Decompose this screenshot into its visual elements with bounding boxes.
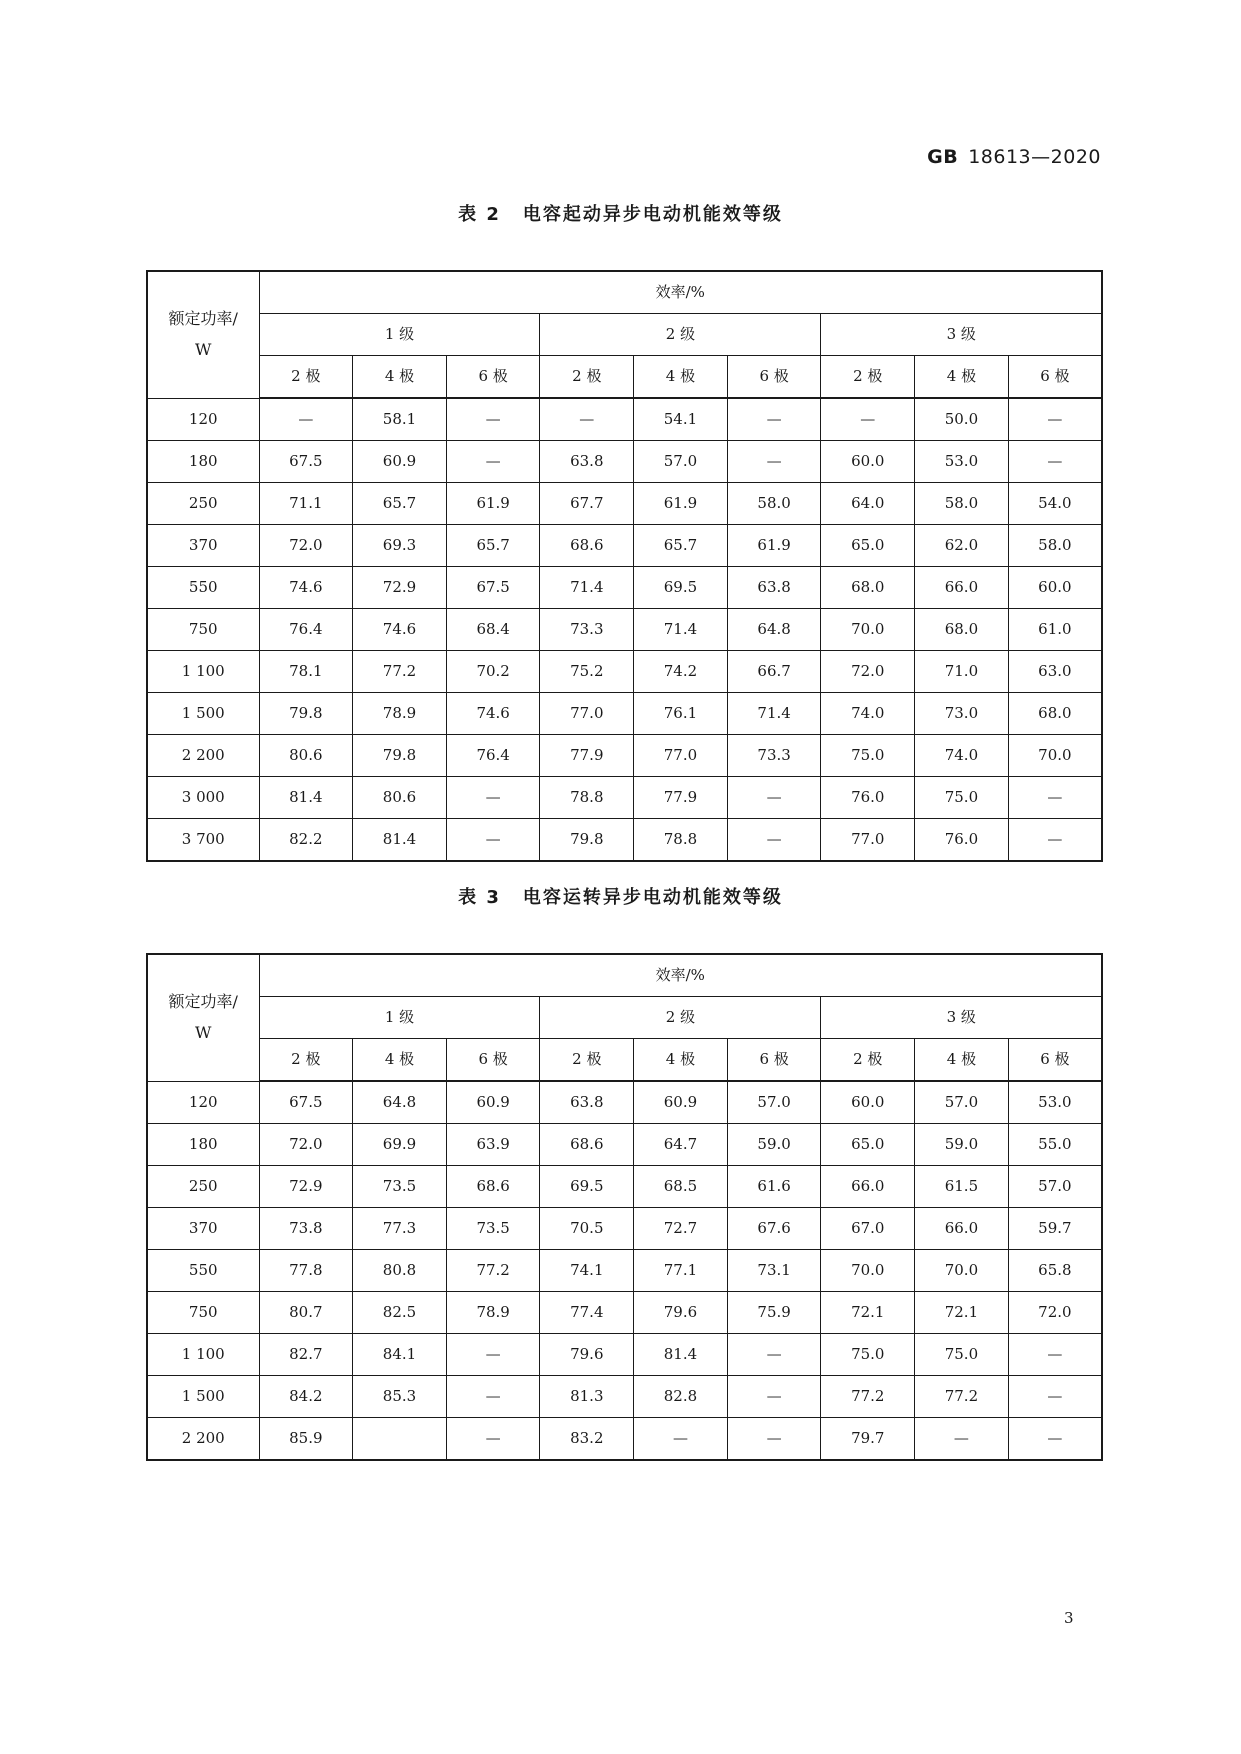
efficiency-cell: 75.2 bbox=[540, 651, 634, 693]
efficiency-cell: 84.2 bbox=[259, 1376, 353, 1418]
efficiency-cell: 69.3 bbox=[353, 525, 447, 567]
efficiency-cell: — bbox=[1008, 1334, 1102, 1376]
efficiency-cell: 53.0 bbox=[1008, 1081, 1102, 1124]
efficiency-cell: 74.2 bbox=[634, 651, 728, 693]
grade-header: 2 级 bbox=[540, 997, 821, 1039]
efficiency-cell: 77.8 bbox=[259, 1250, 353, 1292]
efficiency-cell: 71.4 bbox=[540, 567, 634, 609]
efficiency-cell: — bbox=[446, 441, 540, 483]
table2-body bbox=[147, 398, 1102, 861]
efficiency-cell: — bbox=[1008, 1418, 1102, 1461]
table-row bbox=[147, 441, 1102, 483]
efficiency-cell: 74.6 bbox=[259, 567, 353, 609]
rated-power-cell: 550 bbox=[147, 1250, 259, 1292]
efficiency-cell: 78.8 bbox=[634, 819, 728, 862]
efficiency-cell: 73.5 bbox=[446, 1208, 540, 1250]
efficiency-cell: 60.0 bbox=[821, 441, 915, 483]
efficiency-cell: 71.1 bbox=[259, 483, 353, 525]
efficiency-cell: 67.5 bbox=[259, 441, 353, 483]
efficiency-cell: 69.5 bbox=[540, 1166, 634, 1208]
efficiency-cell: 72.1 bbox=[915, 1292, 1009, 1334]
efficiency-cell: 77.2 bbox=[821, 1376, 915, 1418]
pole-header: 6 极 bbox=[446, 356, 540, 399]
table2-header bbox=[147, 271, 1102, 398]
table3-title bbox=[0, 883, 1241, 909]
table-row bbox=[147, 1250, 1102, 1292]
efficiency-cell: 70.0 bbox=[821, 1250, 915, 1292]
efficiency-cell: 58.0 bbox=[727, 483, 821, 525]
efficiency-cell: 76.4 bbox=[259, 609, 353, 651]
table-row bbox=[147, 1124, 1102, 1166]
rated-power-cell: 1 100 bbox=[147, 1334, 259, 1376]
rated-power-cell: 250 bbox=[147, 483, 259, 525]
efficiency-cell: 63.9 bbox=[446, 1124, 540, 1166]
efficiency-cell: — bbox=[446, 1418, 540, 1461]
pole-header: 4 极 bbox=[353, 1039, 447, 1082]
efficiency-cell: — bbox=[1008, 777, 1102, 819]
efficiency-cell: 68.6 bbox=[446, 1166, 540, 1208]
pole-header: 2 极 bbox=[540, 356, 634, 399]
efficiency-cell: 66.7 bbox=[727, 651, 821, 693]
efficiency-cell: 85.9 bbox=[259, 1418, 353, 1461]
efficiency-cell: 79.8 bbox=[353, 735, 447, 777]
efficiency-cell: 70.5 bbox=[540, 1208, 634, 1250]
efficiency-cell: 77.9 bbox=[634, 777, 728, 819]
efficiency-cell: 73.3 bbox=[540, 609, 634, 651]
pole-header: 6 极 bbox=[1008, 356, 1102, 399]
efficiency-cell: 65.8 bbox=[1008, 1250, 1102, 1292]
efficiency-cell: 67.6 bbox=[727, 1208, 821, 1250]
efficiency-cell: 75.0 bbox=[915, 777, 1009, 819]
efficiency-cell: 65.0 bbox=[821, 1124, 915, 1166]
rated-power-cell: 180 bbox=[147, 1124, 259, 1166]
pole-header: 4 极 bbox=[353, 356, 447, 399]
efficiency-cell: — bbox=[540, 398, 634, 441]
rated-power-cell: 370 bbox=[147, 525, 259, 567]
header-row-poles bbox=[147, 1039, 1102, 1082]
standard-code: 18613—2020 bbox=[968, 146, 1101, 168]
efficiency-cell: 79.7 bbox=[821, 1418, 915, 1461]
pole-header: 2 极 bbox=[259, 356, 353, 399]
efficiency-cell: — bbox=[1008, 398, 1102, 441]
efficiency-cell: 70.0 bbox=[821, 609, 915, 651]
efficiency-cell: — bbox=[727, 777, 821, 819]
efficiency-cell: 72.0 bbox=[259, 1124, 353, 1166]
table3-number: 表 3 bbox=[458, 887, 501, 908]
efficiency-cell: 79.8 bbox=[259, 693, 353, 735]
efficiency-cell: — bbox=[1008, 1376, 1102, 1418]
efficiency-cell: 64.7 bbox=[634, 1124, 728, 1166]
efficiency-cell: 62.0 bbox=[915, 525, 1009, 567]
efficiency-cell: 85.3 bbox=[353, 1376, 447, 1418]
efficiency-cell: 72.9 bbox=[353, 567, 447, 609]
efficiency-cell: — bbox=[727, 398, 821, 441]
efficiency-cell: — bbox=[727, 819, 821, 862]
efficiency-cell: — bbox=[259, 398, 353, 441]
efficiency-cell: 60.0 bbox=[1008, 567, 1102, 609]
efficiency-cell: 58.0 bbox=[915, 483, 1009, 525]
efficiency-cell: 67.0 bbox=[821, 1208, 915, 1250]
efficiency-cell: 75.0 bbox=[821, 735, 915, 777]
efficiency-cell: — bbox=[1008, 819, 1102, 862]
efficiency-cell: — bbox=[727, 1334, 821, 1376]
pole-header: 6 极 bbox=[446, 1039, 540, 1082]
rated-power-cell: 2 200 bbox=[147, 1418, 259, 1461]
efficiency-cell: 82.5 bbox=[353, 1292, 447, 1334]
efficiency-cell: 65.7 bbox=[446, 525, 540, 567]
efficiency-cell: 72.0 bbox=[821, 651, 915, 693]
efficiency-cell: 77.9 bbox=[540, 735, 634, 777]
table3-body bbox=[147, 1081, 1102, 1460]
table-row bbox=[147, 1292, 1102, 1334]
efficiency-cell: 71.0 bbox=[915, 651, 1009, 693]
efficiency-cell: 67.7 bbox=[540, 483, 634, 525]
efficiency-cell: 60.9 bbox=[634, 1081, 728, 1124]
rated-power-cell: 2 200 bbox=[147, 735, 259, 777]
efficiency-cell: 74.0 bbox=[915, 735, 1009, 777]
efficiency-cell: 59.0 bbox=[727, 1124, 821, 1166]
efficiency-cell: 61.9 bbox=[446, 483, 540, 525]
grade-header: 1 级 bbox=[259, 314, 540, 356]
efficiency-cell: 76.0 bbox=[915, 819, 1009, 862]
standard-number bbox=[927, 146, 1101, 168]
efficiency-cell: 60.0 bbox=[821, 1081, 915, 1124]
header-row-poles bbox=[147, 356, 1102, 399]
efficiency-cell: 83.2 bbox=[540, 1418, 634, 1461]
efficiency-cell: 66.0 bbox=[915, 567, 1009, 609]
table3-title-text: 电容运转异步电动机能效等级 bbox=[522, 887, 783, 908]
efficiency-cell: 67.5 bbox=[446, 567, 540, 609]
efficiency-cell: 77.0 bbox=[634, 735, 728, 777]
efficiency-cell: 77.2 bbox=[353, 651, 447, 693]
table2-number: 表 2 bbox=[458, 204, 501, 225]
efficiency-header: 效率/% bbox=[259, 954, 1102, 997]
efficiency-cell: 71.4 bbox=[727, 693, 821, 735]
efficiency-cell: 81.4 bbox=[353, 819, 447, 862]
table-row bbox=[147, 651, 1102, 693]
rated-power-cell: 550 bbox=[147, 567, 259, 609]
efficiency-cell: 84.1 bbox=[353, 1334, 447, 1376]
grade-header: 2 级 bbox=[540, 314, 821, 356]
efficiency-cell: 70.0 bbox=[915, 1250, 1009, 1292]
efficiency-cell: 80.6 bbox=[353, 777, 447, 819]
table-row bbox=[147, 1081, 1102, 1124]
rated-power-cell: 3 000 bbox=[147, 777, 259, 819]
efficiency-cell: 59.0 bbox=[915, 1124, 1009, 1166]
efficiency-cell: 80.7 bbox=[259, 1292, 353, 1334]
efficiency-cell: 68.0 bbox=[821, 567, 915, 609]
efficiency-cell: 82.2 bbox=[259, 819, 353, 862]
efficiency-cell: 79.8 bbox=[540, 819, 634, 862]
efficiency-cell: — bbox=[727, 1418, 821, 1461]
efficiency-cell: 60.9 bbox=[446, 1081, 540, 1124]
efficiency-cell: 79.6 bbox=[634, 1292, 728, 1334]
table-row bbox=[147, 1376, 1102, 1418]
efficiency-cell: — bbox=[446, 819, 540, 862]
rated-power-cell: 120 bbox=[147, 1081, 259, 1124]
efficiency-cell: 68.5 bbox=[634, 1166, 728, 1208]
pole-header: 6 极 bbox=[1008, 1039, 1102, 1082]
efficiency-cell: 68.0 bbox=[915, 609, 1009, 651]
table-row bbox=[147, 1334, 1102, 1376]
efficiency-cell: — bbox=[821, 398, 915, 441]
efficiency-cell: 76.4 bbox=[446, 735, 540, 777]
efficiency-cell: 68.4 bbox=[446, 609, 540, 651]
page-number: 3 bbox=[1064, 1609, 1074, 1627]
efficiency-cell: 61.0 bbox=[1008, 609, 1102, 651]
rated-power-cell: 120 bbox=[147, 398, 259, 441]
efficiency-cell: 73.5 bbox=[353, 1166, 447, 1208]
efficiency-cell: 68.6 bbox=[540, 1124, 634, 1166]
table2-title bbox=[0, 200, 1241, 226]
efficiency-header: 效率/% bbox=[259, 271, 1102, 314]
rated-power-label: 额定功率/ bbox=[168, 992, 238, 1012]
efficiency-cell: 70.2 bbox=[446, 651, 540, 693]
efficiency-cell: 57.0 bbox=[727, 1081, 821, 1124]
efficiency-cell: 75.0 bbox=[821, 1334, 915, 1376]
efficiency-cell: 63.8 bbox=[540, 1081, 634, 1124]
table-row bbox=[147, 398, 1102, 441]
efficiency-cell: 67.5 bbox=[259, 1081, 353, 1124]
efficiency-cell: — bbox=[727, 441, 821, 483]
standard-prefix: GB bbox=[927, 146, 959, 168]
header-row-efficiency bbox=[147, 954, 1102, 997]
table-row bbox=[147, 525, 1102, 567]
pole-header: 4 极 bbox=[634, 1039, 728, 1082]
efficiency-cell: 69.9 bbox=[353, 1124, 447, 1166]
rated-power-cell: 180 bbox=[147, 441, 259, 483]
rated-power-cell: 750 bbox=[147, 609, 259, 651]
efficiency-cell: 63.8 bbox=[727, 567, 821, 609]
efficiency-cell: 70.0 bbox=[1008, 735, 1102, 777]
rated-power-unit: W bbox=[195, 1022, 212, 1042]
efficiency-cell: 55.0 bbox=[1008, 1124, 1102, 1166]
rated-power-header bbox=[147, 954, 259, 1081]
rated-power-cell: 750 bbox=[147, 1292, 259, 1334]
efficiency-cell: 76.1 bbox=[634, 693, 728, 735]
rated-power-cell: 370 bbox=[147, 1208, 259, 1250]
table-row bbox=[147, 567, 1102, 609]
efficiency-cell: 72.0 bbox=[259, 525, 353, 567]
efficiency-cell: 64.0 bbox=[821, 483, 915, 525]
efficiency-cell: 74.6 bbox=[353, 609, 447, 651]
efficiency-cell: 76.0 bbox=[821, 777, 915, 819]
table-row bbox=[147, 1166, 1102, 1208]
efficiency-cell: 64.8 bbox=[727, 609, 821, 651]
efficiency-cell: 65.7 bbox=[634, 525, 728, 567]
efficiency-cell: 77.0 bbox=[821, 819, 915, 862]
header-row-grades bbox=[147, 314, 1102, 356]
efficiency-cell: 65.7 bbox=[353, 483, 447, 525]
efficiency-cell: — bbox=[727, 1376, 821, 1418]
table-row bbox=[147, 483, 1102, 525]
efficiency-cell: 82.7 bbox=[259, 1334, 353, 1376]
efficiency-cell: 60.9 bbox=[353, 441, 447, 483]
pole-header: 6 极 bbox=[727, 1039, 821, 1082]
efficiency-cell: 75.9 bbox=[727, 1292, 821, 1334]
efficiency-cell: 54.0 bbox=[1008, 483, 1102, 525]
pole-header: 2 极 bbox=[540, 1039, 634, 1082]
table-row bbox=[147, 1208, 1102, 1250]
efficiency-cell: — bbox=[1008, 441, 1102, 483]
efficiency-cell: 59.7 bbox=[1008, 1208, 1102, 1250]
table-row bbox=[147, 1418, 1102, 1461]
efficiency-cell: — bbox=[634, 1418, 728, 1461]
table2 bbox=[146, 270, 1103, 862]
efficiency-cell: 61.6 bbox=[727, 1166, 821, 1208]
efficiency-cell: 81.3 bbox=[540, 1376, 634, 1418]
efficiency-cell: 71.4 bbox=[634, 609, 728, 651]
efficiency-cell: 72.7 bbox=[634, 1208, 728, 1250]
table2-title-text: 电容起动异步电动机能效等级 bbox=[522, 204, 783, 225]
efficiency-cell: 63.0 bbox=[1008, 651, 1102, 693]
table-row bbox=[147, 777, 1102, 819]
efficiency-cell: 61.5 bbox=[915, 1166, 1009, 1208]
pole-header: 2 极 bbox=[821, 356, 915, 399]
efficiency-cell: 77.2 bbox=[446, 1250, 540, 1292]
efficiency-cell: 73.8 bbox=[259, 1208, 353, 1250]
efficiency-cell: 73.0 bbox=[915, 693, 1009, 735]
efficiency-cell: 73.3 bbox=[727, 735, 821, 777]
efficiency-cell: 63.8 bbox=[540, 441, 634, 483]
efficiency-cell: 57.0 bbox=[634, 441, 728, 483]
pole-header: 2 极 bbox=[821, 1039, 915, 1082]
rated-power-cell: 3 700 bbox=[147, 819, 259, 862]
efficiency-cell: 77.0 bbox=[540, 693, 634, 735]
efficiency-cell: 77.4 bbox=[540, 1292, 634, 1334]
efficiency-cell: 57.0 bbox=[915, 1081, 1009, 1124]
grade-header: 3 级 bbox=[821, 314, 1102, 356]
efficiency-cell: 61.9 bbox=[634, 483, 728, 525]
rated-power-label: 额定功率/ bbox=[168, 309, 238, 329]
efficiency-cell: 78.8 bbox=[540, 777, 634, 819]
efficiency-cell: 57.0 bbox=[1008, 1166, 1102, 1208]
pole-header: 4 极 bbox=[634, 356, 728, 399]
efficiency-cell: 72.0 bbox=[1008, 1292, 1102, 1334]
efficiency-cell: 68.0 bbox=[1008, 693, 1102, 735]
efficiency-cell: 72.1 bbox=[821, 1292, 915, 1334]
efficiency-cell: 69.5 bbox=[634, 567, 728, 609]
efficiency-cell: 79.6 bbox=[540, 1334, 634, 1376]
efficiency-cell: 53.0 bbox=[915, 441, 1009, 483]
efficiency-cell: 61.9 bbox=[727, 525, 821, 567]
efficiency-cell: 68.6 bbox=[540, 525, 634, 567]
efficiency-cell: — bbox=[446, 398, 540, 441]
table-row bbox=[147, 693, 1102, 735]
rated-power-cell: 1 500 bbox=[147, 693, 259, 735]
efficiency-cell: 74.0 bbox=[821, 693, 915, 735]
efficiency-cell: — bbox=[915, 1418, 1009, 1461]
efficiency-cell: 74.1 bbox=[540, 1250, 634, 1292]
efficiency-cell: — bbox=[446, 1334, 540, 1376]
efficiency-cell: 77.1 bbox=[634, 1250, 728, 1292]
grade-header: 1 级 bbox=[259, 997, 540, 1039]
efficiency-cell: 64.8 bbox=[353, 1081, 447, 1124]
efficiency-cell: 80.6 bbox=[259, 735, 353, 777]
efficiency-cell: — bbox=[446, 1376, 540, 1418]
efficiency-cell: 58.1 bbox=[353, 398, 447, 441]
efficiency-cell: 81.4 bbox=[259, 777, 353, 819]
pole-header: 4 极 bbox=[915, 1039, 1009, 1082]
efficiency-cell: 65.0 bbox=[821, 525, 915, 567]
pole-header: 2 极 bbox=[259, 1039, 353, 1082]
efficiency-cell: 75.0 bbox=[915, 1334, 1009, 1376]
efficiency-cell: 78.9 bbox=[353, 693, 447, 735]
rated-power-header bbox=[147, 271, 259, 398]
efficiency-cell: 66.0 bbox=[821, 1166, 915, 1208]
table3 bbox=[146, 953, 1103, 1461]
efficiency-cell: 73.1 bbox=[727, 1250, 821, 1292]
table-row bbox=[147, 735, 1102, 777]
efficiency-cell: 58.0 bbox=[1008, 525, 1102, 567]
header-row-efficiency bbox=[147, 271, 1102, 314]
efficiency-cell: 82.8 bbox=[634, 1376, 728, 1418]
efficiency-cell: 77.2 bbox=[915, 1376, 1009, 1418]
table-row bbox=[147, 819, 1102, 862]
grade-header: 3 级 bbox=[821, 997, 1102, 1039]
efficiency-cell: 80.8 bbox=[353, 1250, 447, 1292]
efficiency-cell: 66.0 bbox=[915, 1208, 1009, 1250]
efficiency-cell: 50.0 bbox=[915, 398, 1009, 441]
pole-header: 4 极 bbox=[915, 356, 1009, 399]
rated-power-cell: 1 500 bbox=[147, 1376, 259, 1418]
efficiency-cell: 78.1 bbox=[259, 651, 353, 693]
efficiency-cell: 77.3 bbox=[353, 1208, 447, 1250]
header-row-grades bbox=[147, 997, 1102, 1039]
efficiency-cell: 81.4 bbox=[634, 1334, 728, 1376]
rated-power-unit: W bbox=[195, 339, 212, 359]
efficiency-cell: 72.9 bbox=[259, 1166, 353, 1208]
pole-header: 6 极 bbox=[727, 356, 821, 399]
efficiency-cell: — bbox=[446, 777, 540, 819]
rated-power-cell: 1 100 bbox=[147, 651, 259, 693]
table3-header bbox=[147, 954, 1102, 1081]
efficiency-cell: 54.1 bbox=[634, 398, 728, 441]
efficiency-cell: 74.6 bbox=[446, 693, 540, 735]
efficiency-cell: 78.9 bbox=[446, 1292, 540, 1334]
efficiency-cell bbox=[353, 1418, 447, 1461]
table-row bbox=[147, 609, 1102, 651]
rated-power-cell: 250 bbox=[147, 1166, 259, 1208]
